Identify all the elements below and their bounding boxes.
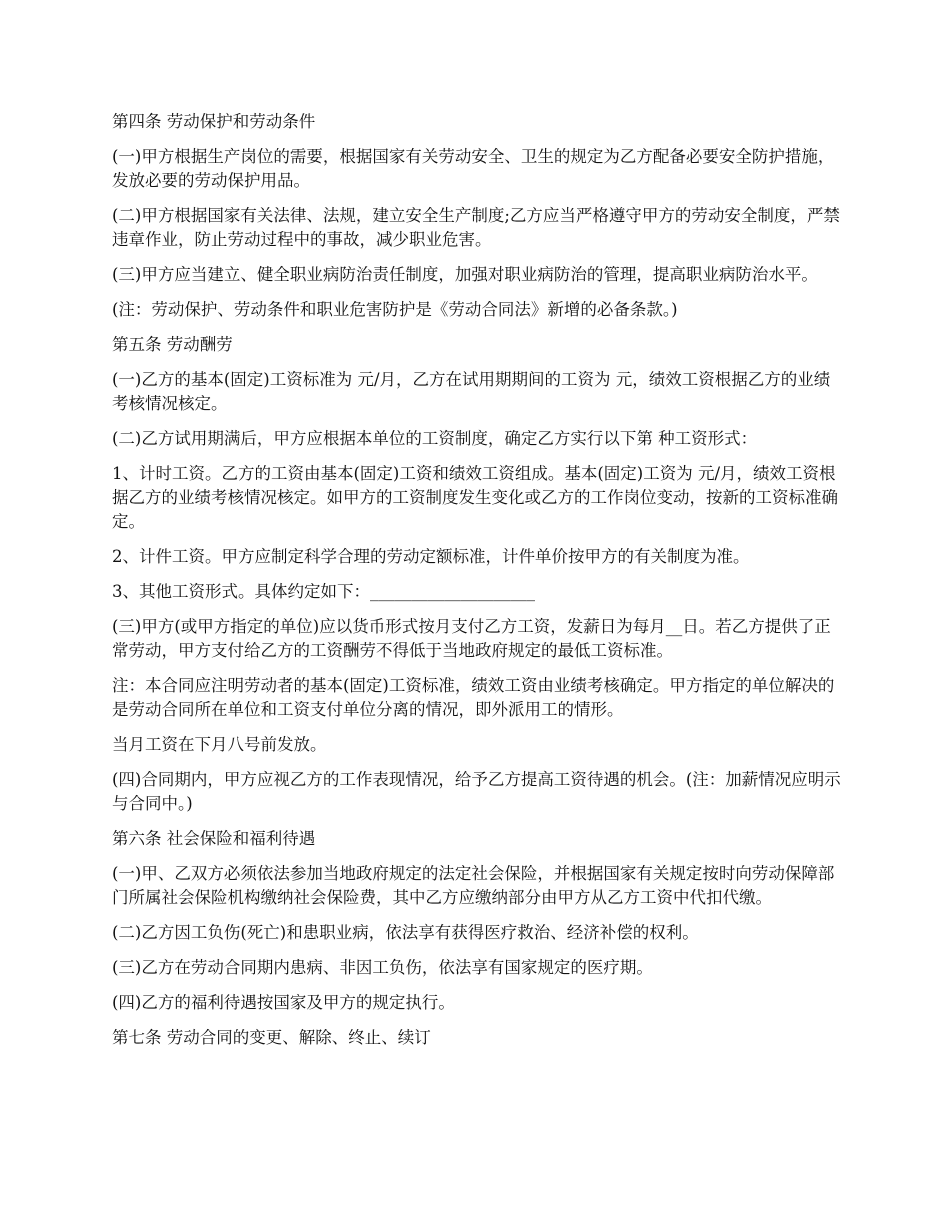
article-5-clause-2: (二)乙方试用期满后，甲方应根据本单位的工资制度，确定乙方实行以下第 种工资形式： bbox=[112, 429, 758, 448]
document-page bbox=[112, 110, 842, 1061]
article-5-clause-4: (四)合同期内，甲方应视乙方的工作表现情况，给予乙方提高工资待遇的机会。(注：加薪情况应明示与合同中。) bbox=[112, 770, 841, 813]
article-5-item-1: 1、计时工资。乙方的工资由基本(固定)工资和绩效工资组成。基本(固定)工资为 元/月，绩效工资根据乙方的业绩考核情况核定。如甲方的工资制度发生变化或乙方的工作岗位变动，按新的工资标准确定。 bbox=[112, 464, 838, 531]
article-5-item-2: 2、计件工资。甲方应制定科学合理的劳动定额标准，计件单价按甲方的有关制度为准。 bbox=[112, 547, 750, 566]
article-4-clause-3: (三)甲方应当建立、健全职业病防治责任制度，加强对职业病防治的管理，提高职业病防治水平。 bbox=[112, 265, 818, 284]
article-6-heading: 第六条 社会保险和福利待遇 bbox=[112, 829, 316, 848]
article-6-clause-1: (一)甲、乙双方必须依法参加当地政府规定的法定社会保险，并根据国家有关规定按时向劳动保障部门所属社会保险机构缴纳社会保险费，其中乙方应缴纳部分由甲方从乙方工资中代扣代缴。 bbox=[112, 864, 835, 907]
article-5-item-3: 3、其他工资形式。具体约定如下：____________________ bbox=[112, 582, 535, 601]
article-4-clause-1: (一)甲方根据生产岗位的需要，根据国家有关劳动安全、卫生的规定为乙方配备必要安全防护措施，发放必要的劳动保护用品。 bbox=[112, 147, 835, 190]
article-4-clause-2: (二)甲方根据国家有关法律、法规，建立安全生产制度;乙方应当严格遵守甲方的劳动安全制度，严禁违章作业，防止劳动过程中的事故，减少职业危害。 bbox=[112, 206, 840, 249]
article-4-note: (注：劳动保护、劳动条件和职业危害防护是《劳动合同法》新增的必备条款。) bbox=[112, 300, 678, 319]
article-5-clause-3: (三)甲方(或甲方指定的单位)应以货币形式按月支付乙方工资，发薪日为每月__日。若乙方提供了正常劳动，甲方支付给乙方的工资酬劳不得低于当地政府规定的最低工资标准。 bbox=[112, 617, 831, 660]
article-7-heading: 第七条 劳动合同的变更、解除、终止、续订 bbox=[112, 1028, 431, 1047]
article-5-heading: 第五条 劳动酬劳 bbox=[112, 335, 233, 354]
article-4-heading: 第四条 劳动保护和劳动条件 bbox=[112, 112, 316, 131]
article-5-clause-1: (一)乙方的基本(固定)工资标准为 元/月，乙方在试用期期间的工资为 元，绩效工资根据乙方的业绩考核情况核定。 bbox=[112, 370, 831, 413]
article-6-clause-2: (二)乙方因工负伤(死亡)和患职业病，依法享有获得医疗救治、经济补偿的权利。 bbox=[112, 923, 699, 942]
article-6-clause-3: (三)乙方在劳动合同期内患病、非因工负伤，依法享有国家规定的医疗期。 bbox=[112, 958, 653, 977]
article-5-payday-note: 当月工资在下月八号前发放。 bbox=[112, 735, 327, 754]
article-5-note: 注：本合同应注明劳动者的基本(固定)工资标准，绩效工资由业绩考核确定。甲方指定的单位解决的是劳动合同所在单位和工资支付单位分离的情况，即外派用工的情形。 bbox=[112, 676, 835, 719]
article-6-clause-4: (四)乙方的福利待遇按国家及甲方的规定执行。 bbox=[112, 993, 455, 1012]
